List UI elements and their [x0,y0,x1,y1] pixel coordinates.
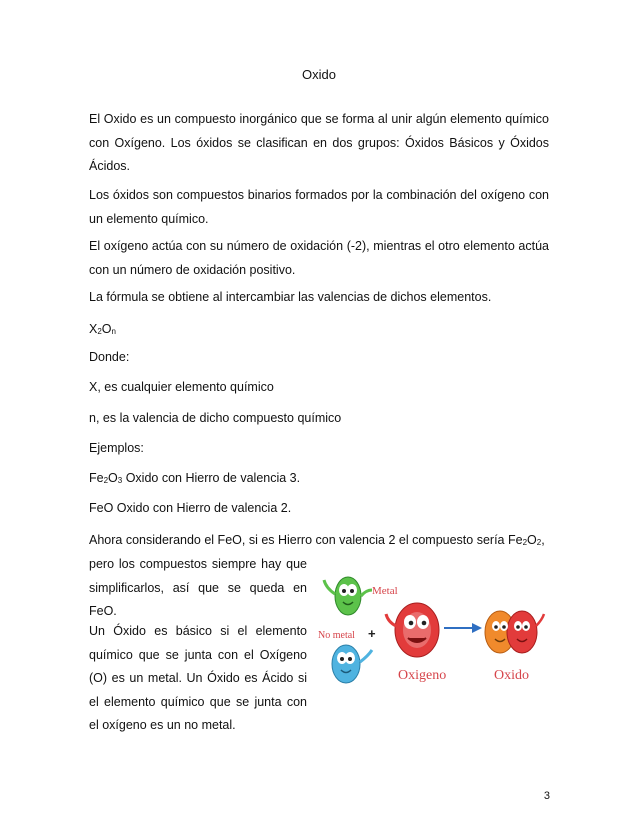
paragraph-formula-rule: La fórmula se obtiene al intercambiar las valencias de dichos elementos. [89,290,492,304]
p5-o: O [527,533,537,547]
p5-end: , [541,533,545,547]
oxide-illustration [314,568,546,690]
oxigeno-label: Oxigeno [398,668,447,683]
paragraph-considerando [89,529,549,554]
definition-x: X, es cualquier elemento químico [89,380,274,394]
paragraph-ejemplos: Ejemplos: [89,441,144,455]
paragraph-basico-acido: Un Óxido es básico si el elemento químico que se junta con el Oxígeno (O) es un metal. Un Óxido es Ácido si el elemento químico que se junta con el oxígeno es un no metal. [89,624,307,732]
oxido-label: Oxido [494,668,529,683]
ex1-text: Oxido con Hierro de valencia 3. [122,471,301,485]
nometal-label: No metal [318,630,355,641]
formula-sub-2: 2 [97,327,102,336]
paragraph-binary: Los óxidos son compuestos binarios formados por la combinación del oxígeno con un elemento químico. [89,188,549,226]
metal-character-icon [324,577,372,615]
oxygen-character-icon [386,603,439,657]
paragraph-oxidation: El oxígeno actúa con su número de oxidación (-2), mientras el otro elemento actúa con un número de oxidación positivo. [89,239,549,277]
nometal-character-icon [332,645,372,683]
formula-sub-n: n [111,327,116,336]
p5-sub-2: 2 [536,538,542,547]
formula-o: O [101,322,112,336]
metal-label: Metal [372,585,398,597]
example-feo: FeO Oxido con Hierro de valencia 2. [89,501,292,515]
formula-x: X [89,322,98,336]
ex1-sub-3: 3 [117,476,123,485]
ex1-sub-2: 2 [103,476,109,485]
oxide-character-icon [485,611,544,653]
definition-n: n, es la valencia de dicho compuesto químico [89,411,342,425]
ex1-o: O [108,471,118,485]
general-formula [89,318,549,343]
page-number: 3 [543,790,550,802]
plus-sign: + [368,626,376,641]
p5-text: Ahora considerando el FeO, si es Hierro con valencia 2 el compuesto sería Fe [89,533,523,547]
p5-sub-1: 2 [522,538,528,547]
example-fe2o3 [89,467,549,492]
arrow-right-icon [444,623,482,633]
paragraph-simplificar: pero los compuestos siempre hay que simplificarlos, así que se queda en FeO. [89,557,307,618]
page-title: Oxido [302,67,336,82]
ex1-fe: Fe [89,471,104,485]
paragraph-donde: Donde: [89,350,130,364]
paragraph-definition: El Oxido es un compuesto inorgánico que se forma al unir algún elemento químico con Oxígeno. Los óxidos se clasifican en dos grupos: Óxidos Básicos y Óxidos Ácidos. [89,112,549,173]
